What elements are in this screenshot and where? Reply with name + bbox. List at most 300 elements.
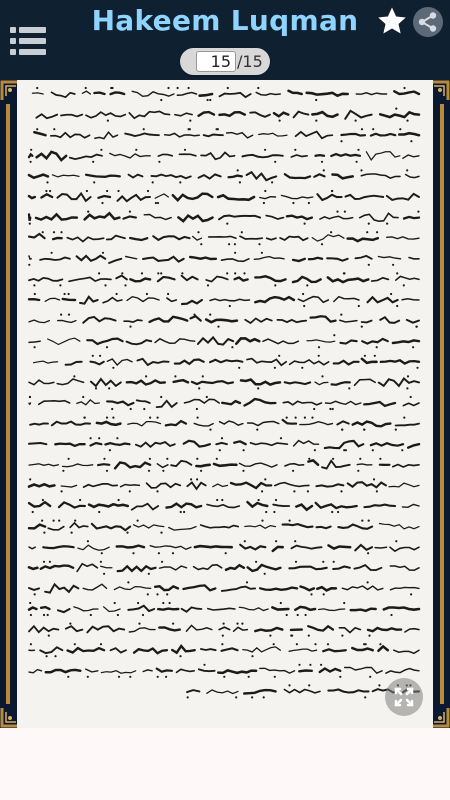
- app-bar: [0, 0, 450, 80]
- fullscreen-button[interactable]: [385, 678, 423, 716]
- diacritic-dot: [304, 417, 306, 419]
- text-stroke: [118, 566, 156, 571]
- diacritic-dot: [280, 602, 282, 604]
- diacritic-dot: [321, 161, 323, 163]
- diacritic-dot: [95, 387, 97, 389]
- diacritic-dot: [244, 540, 246, 542]
- text-stroke: [309, 258, 322, 259]
- diacritic-dot: [117, 614, 119, 616]
- diacritic-dot: [265, 511, 267, 513]
- diacritic-dot: [308, 202, 310, 204]
- text-stroke: [61, 115, 82, 117]
- diacritic-dot: [118, 499, 120, 501]
- text-stroke: [348, 482, 386, 487]
- text-stroke: [218, 670, 256, 673]
- diacritic-dot: [59, 284, 61, 286]
- diacritic-dot: [165, 676, 167, 678]
- diacritic-dot: [61, 490, 63, 492]
- diacritic-dot: [206, 396, 208, 398]
- text-stroke: [80, 297, 98, 304]
- text-stroke: [250, 112, 270, 117]
- text-stroke: [312, 235, 344, 241]
- share-icon: [412, 6, 444, 38]
- text-stroke: [41, 607, 49, 609]
- diacritic-dot: [340, 490, 342, 492]
- text-stroke: [126, 257, 137, 259]
- text-stroke: [334, 361, 359, 365]
- text-stroke: [220, 421, 243, 425]
- text-stroke: [408, 444, 419, 447]
- text-stroke: [248, 422, 279, 426]
- text-stroke: [77, 564, 97, 572]
- page-number-input[interactable]: 15: [196, 51, 236, 72]
- text-stroke: [316, 155, 325, 156]
- diacritic-dot: [104, 284, 106, 286]
- diacritic-dot: [74, 643, 76, 645]
- diacritic-dot: [190, 478, 192, 480]
- text-stroke: [29, 154, 32, 157]
- diacritic-dot: [160, 396, 162, 398]
- page-indicator: [180, 48, 270, 75]
- diacritic-dot: [323, 169, 325, 171]
- text-stroke: [402, 299, 419, 300]
- text-stroke: [290, 360, 329, 365]
- text-stroke: [87, 626, 124, 632]
- text-stroke: [29, 380, 54, 385]
- text-stroke: [371, 443, 403, 446]
- text-stroke: [345, 111, 372, 119]
- text-stroke: [362, 339, 388, 344]
- diacritic-dot: [129, 676, 131, 678]
- diacritic-dot: [167, 293, 169, 295]
- diacritic-dot: [152, 181, 154, 183]
- diacritic-dot: [108, 387, 110, 389]
- text-stroke: [29, 403, 31, 404]
- text-stroke: [226, 565, 244, 570]
- text-stroke: [379, 379, 419, 386]
- text-stroke: [325, 441, 364, 448]
- text-stroke: [273, 505, 289, 507]
- text-stroke: [287, 216, 312, 219]
- text-stroke: [78, 545, 109, 550]
- text-stroke: [187, 483, 205, 489]
- text-stroke: [326, 401, 361, 404]
- text-stroke: [160, 566, 187, 570]
- text-stroke: [98, 464, 109, 465]
- diacritic-dot: [321, 243, 323, 245]
- text-stroke: [201, 649, 216, 650]
- diacritic-dot: [322, 561, 324, 563]
- text-stroke: [63, 464, 93, 467]
- diacritic-dot: [196, 478, 198, 480]
- diacritic-dot: [263, 696, 265, 698]
- text-stroke: [107, 359, 132, 365]
- diacritic-dot: [109, 449, 111, 451]
- diacritic-dot: [160, 272, 162, 274]
- text-stroke: [289, 91, 302, 94]
- diacritic-dot: [93, 181, 95, 183]
- text-stroke: [210, 299, 250, 301]
- text-stroke: [281, 195, 313, 198]
- text-stroke: [53, 175, 80, 177]
- diacritic-dot: [29, 396, 31, 398]
- text-stroke: [312, 112, 337, 117]
- diacritic-dot: [42, 231, 44, 233]
- diacritic-dot: [29, 223, 31, 225]
- text-stroke: [345, 667, 382, 673]
- text-stroke: [155, 586, 178, 590]
- diacritic-dot: [209, 429, 211, 431]
- diacritic-dot: [42, 499, 44, 501]
- text-stroke: [316, 484, 343, 486]
- text-stroke: [86, 175, 120, 177]
- diacritic-dot: [111, 408, 113, 410]
- text-stroke: [320, 216, 353, 219]
- text-stroke: [368, 628, 401, 631]
- diacritic-dot: [49, 190, 51, 192]
- diacritic-dot: [376, 231, 378, 233]
- text-stroke: [275, 483, 309, 487]
- diacritic-dot: [327, 643, 329, 645]
- text-stroke: [85, 213, 120, 219]
- diacritic-dot: [269, 635, 271, 637]
- share-button[interactable]: [412, 6, 444, 38]
- diacritic-dot: [147, 190, 149, 192]
- diacritic-dot: [291, 635, 293, 637]
- text-stroke: [339, 628, 360, 633]
- text-stroke: [390, 547, 419, 551]
- diacritic-dot: [274, 676, 276, 678]
- text-stroke: [293, 277, 321, 282]
- text-stroke: [70, 523, 88, 528]
- diacritic-dot: [188, 87, 190, 89]
- text-stroke: [87, 339, 122, 344]
- diacritic-dot: [410, 396, 412, 398]
- diacritic-dot: [180, 511, 182, 513]
- diacritic-dot: [372, 449, 374, 451]
- text-stroke: [137, 400, 150, 403]
- text-stroke: [379, 524, 419, 529]
- text-stroke: [36, 114, 57, 118]
- text-stroke: [220, 112, 245, 116]
- text-stroke: [150, 546, 191, 550]
- diacritic-dot: [90, 437, 92, 439]
- diacritic-dot: [200, 243, 202, 245]
- diacritic-dot: [223, 623, 225, 625]
- diacritic-dot: [295, 417, 297, 419]
- text-stroke: [43, 546, 73, 548]
- diacritic-dot: [315, 99, 317, 101]
- diacritic-dot: [256, 429, 258, 431]
- page-total: /15: [237, 52, 263, 71]
- text-stroke: [245, 399, 276, 406]
- text-stroke: [294, 441, 319, 446]
- diacritic-dot: [412, 346, 414, 348]
- diacritic-dot: [255, 561, 257, 563]
- text-stroke: [182, 300, 202, 304]
- diacritic-dot: [143, 408, 145, 410]
- text-stroke: [291, 155, 307, 157]
- favorite-button[interactable]: [375, 4, 409, 38]
- text-stroke: [362, 359, 377, 363]
- text-stroke: [111, 93, 125, 95]
- text-stroke: [74, 607, 98, 611]
- text-stroke: [331, 154, 360, 156]
- text-stroke: [109, 259, 121, 263]
- diacritic-dot: [273, 511, 275, 513]
- diacritic-dot: [286, 614, 288, 616]
- text-stroke: [380, 112, 419, 117]
- text-stroke: [255, 297, 294, 302]
- text-stroke: [235, 278, 248, 281]
- text-stroke: [380, 317, 399, 323]
- diacritic-dot: [374, 355, 376, 357]
- diacritic-dot: [207, 99, 209, 101]
- diacritic-dot: [241, 231, 243, 233]
- text-stroke: [127, 297, 159, 302]
- diacritic-dot: [219, 449, 221, 451]
- page-frame: [0, 80, 450, 728]
- text-stroke: [29, 341, 40, 342]
- diacritic-dot: [263, 202, 265, 204]
- diacritic-dot: [396, 272, 398, 274]
- text-stroke: [194, 565, 222, 570]
- diacritic-dot: [416, 367, 418, 369]
- diacritic-dot: [87, 211, 89, 213]
- diacritic-dot: [106, 346, 108, 348]
- diacritic-dot: [196, 458, 198, 460]
- text-stroke: [175, 360, 204, 364]
- text-stroke: [53, 238, 62, 239]
- text-stroke: [157, 464, 168, 468]
- text-stroke: [402, 504, 419, 507]
- diacritic-dot: [226, 223, 228, 225]
- text-stroke: [291, 546, 321, 549]
- diacritic-dot: [69, 623, 71, 625]
- diacritic-dot: [160, 99, 162, 101]
- diacritic-dot: [126, 532, 128, 534]
- text-stroke: [34, 361, 58, 363]
- diacritic-dot: [99, 355, 101, 357]
- diacritic-dot: [331, 511, 333, 513]
- text-stroke: [348, 238, 378, 241]
- diacritic-dot: [197, 417, 199, 419]
- diacritic-dot: [197, 231, 199, 233]
- diacritic-dot: [314, 449, 316, 451]
- text-stroke: [222, 648, 238, 650]
- text-stroke: [354, 565, 381, 570]
- diacritic-dot: [147, 593, 149, 595]
- text-stroke: [364, 505, 395, 508]
- text-stroke: [29, 567, 37, 569]
- diacritic-dot: [217, 326, 219, 328]
- text-stroke: [283, 524, 313, 527]
- menu-grid-icon: [10, 27, 46, 33]
- diacritic-dot: [410, 593, 412, 595]
- text-stroke: [132, 504, 159, 510]
- scanned-page-image[interactable]: [17, 80, 433, 728]
- diacritic-dot: [369, 676, 371, 678]
- text-stroke: [77, 256, 106, 261]
- diacritic-dot: [58, 520, 60, 522]
- text-stroke: [284, 690, 320, 693]
- text-stroke: [101, 566, 112, 568]
- diacritic-dot: [49, 561, 51, 563]
- text-stroke: [260, 197, 276, 199]
- text-stroke: [220, 93, 251, 97]
- diacritic-dot: [298, 664, 300, 666]
- text-stroke: [143, 257, 184, 262]
- diacritic-dot: [243, 449, 245, 451]
- text-stroke: [127, 380, 165, 384]
- text-stroke: [157, 669, 172, 672]
- diacritic-dot: [148, 573, 150, 575]
- text-stroke: [317, 194, 341, 200]
- text-stroke: [236, 338, 259, 343]
- text-stroke: [111, 648, 127, 652]
- text-stroke: [45, 584, 78, 592]
- text-stroke: [114, 587, 150, 590]
- diacritic-dot: [339, 676, 341, 678]
- diacritic-dot: [162, 470, 164, 472]
- diacritic-dot: [112, 367, 114, 369]
- text-stroke: [407, 320, 419, 323]
- diacritic-dot: [309, 664, 311, 666]
- text-stroke: [55, 444, 84, 446]
- diacritic-dot: [275, 499, 277, 501]
- text-stroke: [315, 382, 328, 385]
- diacritic-dot: [85, 87, 87, 89]
- diacritic-dot: [329, 408, 331, 410]
- diacritic-dot: [341, 429, 343, 431]
- text-stroke: [208, 608, 235, 610]
- diacritic-dot: [297, 614, 299, 616]
- diacritic-dot: [323, 593, 325, 595]
- text-stroke: [333, 567, 350, 570]
- diacritic-dot: [331, 190, 333, 192]
- text-stroke: [394, 650, 419, 653]
- diacritic-dot: [53, 128, 55, 130]
- text-stroke: [199, 112, 215, 116]
- text-stroke: [319, 609, 345, 611]
- diacritic-dot: [340, 314, 342, 316]
- diacritic-dot: [367, 581, 369, 583]
- text-stroke: [285, 174, 310, 178]
- text-stroke: [116, 276, 127, 280]
- diacritic-dot: [246, 581, 248, 583]
- text-stroke: [29, 256, 31, 259]
- diacritic-dot: [172, 623, 174, 625]
- diacritic-dot: [273, 643, 275, 645]
- text-stroke: [272, 607, 288, 609]
- text-stroke: [207, 690, 238, 694]
- text-stroke: [29, 196, 35, 198]
- text-stroke: [101, 671, 135, 674]
- menu-button[interactable]: [10, 27, 46, 55]
- text-stroke: [356, 93, 386, 95]
- text-stroke: [355, 545, 372, 550]
- text-stroke: [190, 257, 216, 259]
- diacritic-dot: [189, 120, 191, 122]
- text-stroke: [125, 134, 159, 137]
- text-stroke: [29, 547, 35, 549]
- diacritic-dot: [236, 623, 238, 625]
- text-stroke: [144, 215, 171, 220]
- diacritic-dot: [106, 470, 108, 472]
- text-stroke: [280, 237, 308, 241]
- diacritic-dot: [368, 520, 370, 522]
- text-stroke: [194, 423, 213, 426]
- text-stroke: [45, 298, 59, 301]
- text-stroke: [66, 362, 82, 365]
- text-stroke: [86, 669, 98, 672]
- diacritic-dot: [92, 355, 94, 357]
- text-stroke: [40, 647, 62, 653]
- diacritic-dot: [373, 478, 375, 480]
- diacritic-dot: [157, 202, 159, 204]
- text-stroke: [283, 420, 297, 424]
- diacritic-dot: [137, 602, 139, 604]
- text-stroke: [77, 400, 100, 405]
- text-stroke: [59, 502, 85, 507]
- diacritic-dot: [403, 417, 405, 419]
- text-stroke: [328, 690, 368, 693]
- text-stroke: [29, 608, 36, 610]
- text-stroke: [399, 133, 419, 135]
- text-stroke: [178, 216, 212, 222]
- diacritic-dot: [127, 581, 129, 583]
- text-stroke: [175, 113, 192, 116]
- diacritic-dot: [68, 458, 70, 460]
- text-stroke: [255, 628, 282, 631]
- diacritic-dot: [62, 470, 64, 472]
- diacritic-dot: [45, 190, 47, 192]
- diacritic-dot: [379, 643, 381, 645]
- text-stroke: [247, 359, 286, 366]
- text-stroke: [248, 502, 268, 507]
- diacritic-dot: [330, 231, 332, 233]
- text-stroke: [327, 258, 347, 260]
- diacritic-dot: [30, 614, 32, 616]
- text-stroke: [405, 629, 419, 632]
- text-stroke: [240, 236, 262, 239]
- text-stroke: [115, 462, 150, 468]
- text-stroke: [130, 238, 147, 240]
- diacritic-dot: [415, 326, 417, 328]
- diacritic-dot: [114, 602, 116, 604]
- urdu-text-block: [17, 80, 433, 728]
- text-stroke: [283, 401, 321, 405]
- text-stroke: [379, 646, 388, 650]
- text-stroke: [124, 217, 136, 219]
- text-stroke: [29, 464, 59, 466]
- text-stroke: [39, 401, 70, 405]
- text-stroke: [107, 401, 133, 405]
- text-stroke: [29, 214, 30, 220]
- text-stroke: [206, 277, 228, 282]
- text-stroke: [210, 360, 242, 363]
- diacritic-dot: [103, 573, 105, 575]
- diacritic-dot: [121, 272, 123, 274]
- text-stroke: [40, 258, 70, 261]
- diacritic-dot: [306, 284, 308, 286]
- text-stroke: [165, 133, 200, 137]
- text-stroke: [372, 278, 389, 281]
- text-stroke: [289, 567, 326, 570]
- text-stroke: [29, 588, 39, 590]
- diacritic-dot: [34, 293, 36, 295]
- diacritic-dot: [196, 408, 198, 410]
